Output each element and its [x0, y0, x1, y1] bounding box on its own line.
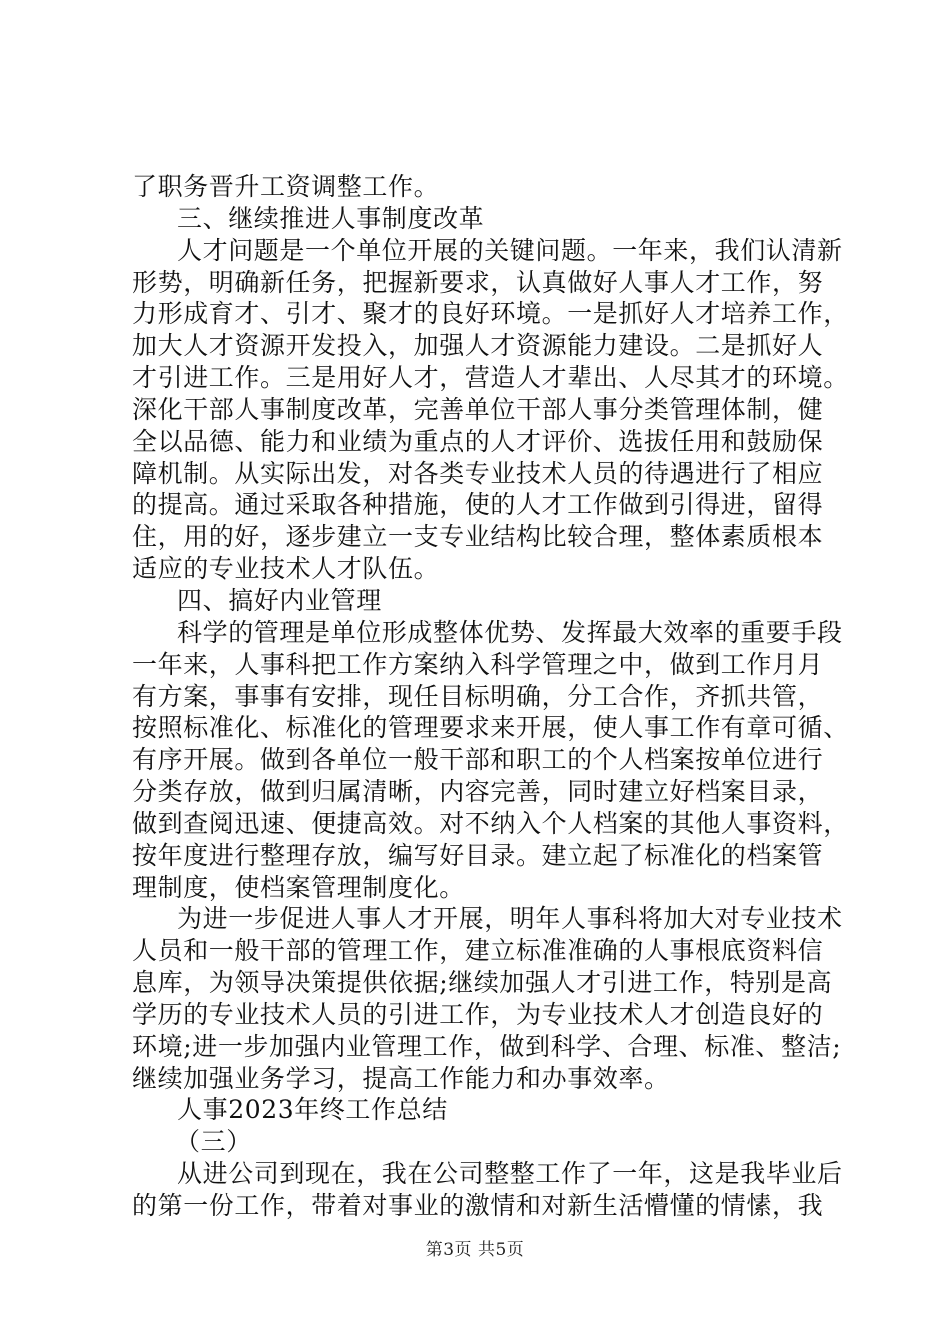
- text-line: 加大人才资源开发投入，加强人才资源能力建设。二是抓好人: [132, 331, 824, 360]
- text-line: 了职务晋升工资调整工作。: [132, 172, 440, 201]
- text-line: 环境;进一步加强内业管理工作，做到科学、合理、标准、整洁;: [132, 1032, 842, 1061]
- text-line: 分类存放，做到归属清晰，内容完善，同时建立好档案目录，: [132, 777, 824, 806]
- text-line: 一年来，人事科把工作方案纳入科学管理之中，做到工作月月: [132, 650, 824, 679]
- section-heading: 三、继续推进人事制度改革: [177, 204, 485, 233]
- text-line: 才引进工作。三是用好人才，营造人才辈出、人尽其才的环境。: [132, 363, 849, 392]
- text-line: 按照标准化、标准化的管理要求来开展，使人事工作有章可循、: [132, 713, 849, 742]
- text-line: 有方案，事事有安排，现任目标明确，分工合作，齐抓共管，: [132, 682, 824, 711]
- text-line: 的第一份工作，带着对事业的激情和对新生活懵懂的情愫，我: [132, 1191, 824, 1220]
- text-line: 学历的专业技术人员的引进工作，为专业技术人才创造良好的: [132, 1000, 824, 1029]
- text-line: 的提高。通过采取各种措施，使的人才工作做到引得进，留得: [132, 490, 824, 519]
- text-line: 障机制。从实际出发，对各类专业技术人员的待遇进行了相应: [132, 459, 824, 488]
- text-line: 形势，明确新任务，把握新要求，认真做好人事人才工作，努: [132, 268, 824, 297]
- text-line: 继续加强业务学习，提高工作能力和办事效率。: [132, 1064, 670, 1093]
- section-heading: 四、搞好内业管理: [177, 586, 382, 615]
- subtitle-number: （三）: [175, 1127, 252, 1156]
- text-line: 按年度进行整理存放，编写好目录。建立起了标准化的档案管: [132, 841, 824, 870]
- text-line: 人员和一般干部的管理工作，建立标准准确的人事根底资料信: [132, 936, 824, 965]
- text-line: 力形成育才、引才、聚才的良好环境。一是抓好人才培养工作，: [132, 299, 849, 328]
- text-line: 从进公司到现在，我在公司整整工作了一年，这是我毕业后: [177, 1159, 843, 1188]
- text-line: 人才问题是一个单位开展的关键问题。一年来，我们认清新: [177, 236, 843, 265]
- subtitle: 人事2023年终工作总结: [177, 1095, 448, 1124]
- text-line: 理制度，使档案管理制度化。: [132, 873, 465, 902]
- text-line: 全以品德、能力和业绩为重点的人才评价、选拔任用和鼓励保: [132, 427, 824, 456]
- text-line: 为进一步促进人事人才开展，明年人事科将加大对专业技术: [177, 904, 843, 933]
- text-line: 做到查阅迅速、便捷高效。对不纳入个人档案的其他人事资料，: [132, 809, 849, 838]
- text-line: 有序开展。做到各单位一般干部和职工的个人档案按单位进行: [132, 745, 824, 774]
- text-line: 适应的专业技术人才队伍。: [132, 554, 440, 583]
- text-line: 科学的管理是单位形成整体优势、发挥最大效率的重要手段: [177, 618, 843, 647]
- text-line: 住，用的好，逐步建立一支专业结构比较合理，整体素质根本: [132, 522, 824, 551]
- text-line: 息库，为领导决策提供依据;继续加强人才引进工作，特别是高: [132, 968, 833, 997]
- text-line: 深化干部人事制度改革，完善单位干部人事分类管理体制，健: [132, 395, 824, 424]
- page-footer: 第3页 共5页: [425, 1240, 525, 1260]
